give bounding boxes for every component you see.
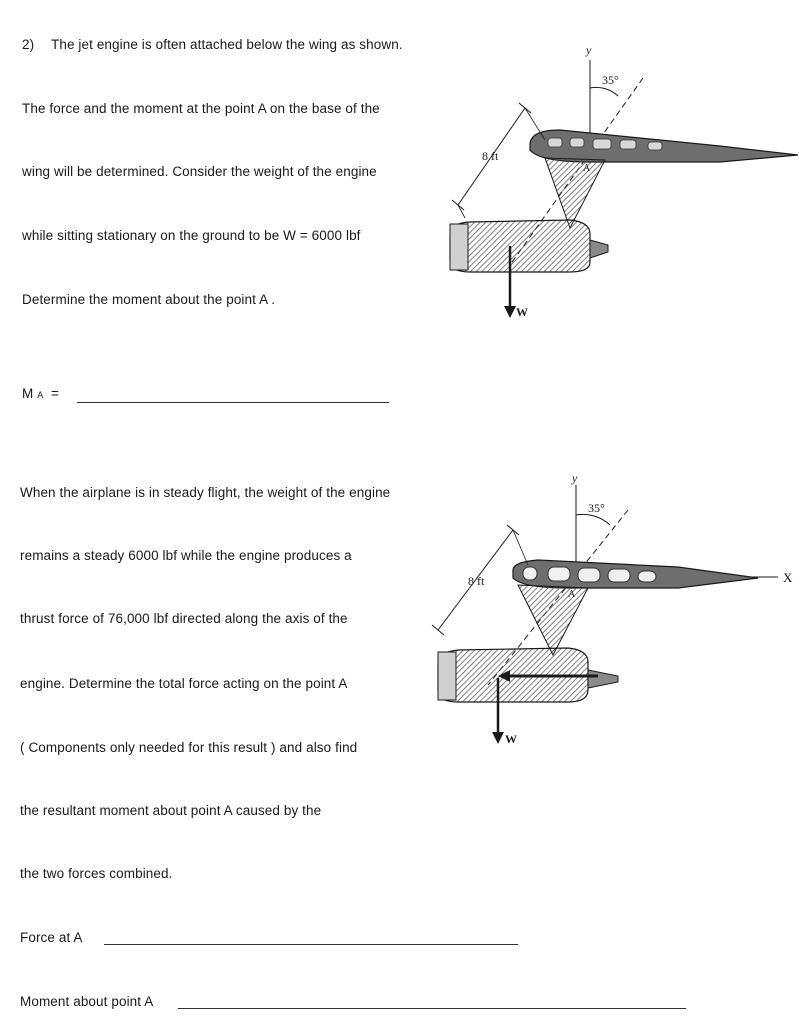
- length-label: 8 ft: [482, 149, 499, 163]
- angle-arc: [576, 514, 610, 525]
- para2-line-7: the two forces combined.: [20, 866, 173, 881]
- y-axis-label: y: [586, 43, 592, 57]
- para1-line-2: The force and the moment at the point A on the base of the: [22, 101, 380, 116]
- angle-arc: [590, 87, 618, 96]
- figure-2: [428, 470, 799, 760]
- para2-line-5: ( Components only needed for this result ) and also find: [20, 740, 358, 755]
- pylon: [518, 585, 588, 655]
- engine: [450, 220, 590, 272]
- moment-label-sub: A: [37, 390, 44, 400]
- angle-label: 35°: [588, 501, 605, 515]
- para2-line-6: the resultant moment about point A caused by the: [20, 803, 322, 818]
- problem-number: 2): [22, 37, 35, 52]
- para2-line-2: remains a steady 6000 lbf while the engine produces a: [20, 548, 352, 563]
- moment-label-m: M: [22, 386, 34, 401]
- para1-line-4: while sitting stationary on the ground to be W = 6000 lbf: [22, 228, 361, 243]
- point-a-label: A: [583, 163, 591, 174]
- moment-about-a-answer-line[interactable]: [178, 1008, 686, 1009]
- para1-line-5: Determine the moment about the point A .: [22, 292, 276, 307]
- weight-label: W: [516, 305, 528, 319]
- pylon: [545, 158, 605, 228]
- weight-label: W: [505, 732, 517, 746]
- para2-line-4: engine. Determine the total force acting on the point A: [20, 676, 348, 691]
- para2-line-1: When the airplane is in steady flight, the weight of the engine: [20, 485, 391, 500]
- force-label: Force at A: [20, 930, 83, 945]
- force-answer-line[interactable]: [104, 944, 518, 945]
- length-label: 8 ft: [468, 574, 485, 588]
- figure-1: [430, 40, 799, 330]
- moment-label: [22, 386, 59, 401]
- angle-label: 35°: [602, 73, 619, 87]
- moment-answer-line[interactable]: [77, 402, 389, 403]
- y-axis-label: y: [572, 471, 578, 485]
- para1-line-1: The jet engine is often attached below the wing as shown.: [51, 37, 403, 52]
- moment-about-a-label: Moment about point A: [20, 994, 154, 1009]
- moment-label-eq: =: [51, 386, 60, 401]
- x-axis-label: X: [783, 570, 793, 585]
- para2-line-3: thrust force of 76,000 lbf directed along the axis of the: [20, 611, 348, 626]
- point-a-label: A: [568, 589, 576, 600]
- para1-line-3: wing will be determined. Consider the weight of the engine: [22, 164, 377, 179]
